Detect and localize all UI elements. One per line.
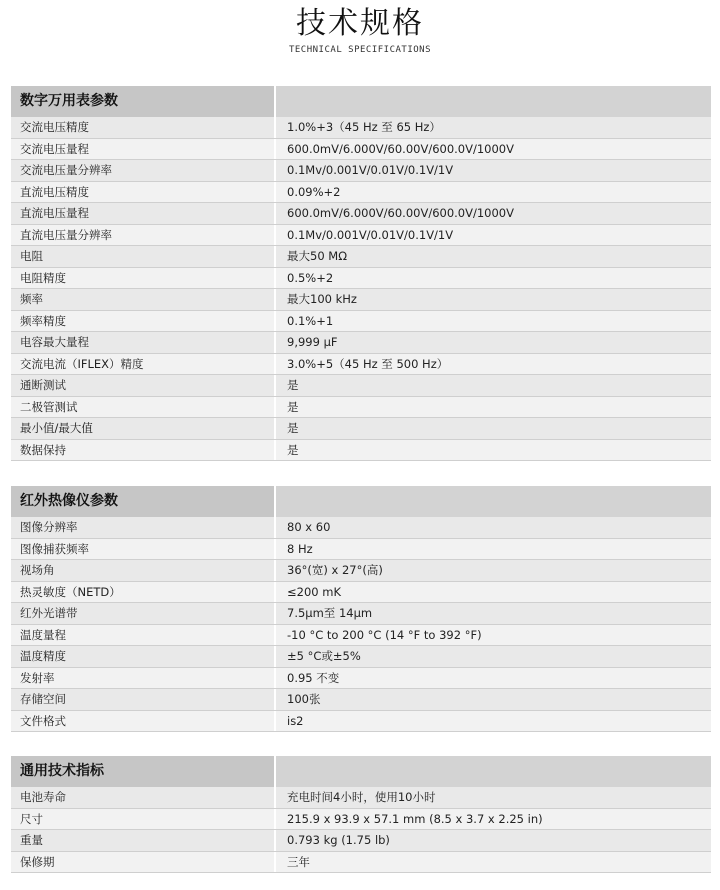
spec-value: -10 °C to 200 °C (14 °F to 392 °F) xyxy=(287,627,482,642)
spec-label: 数据保持 xyxy=(20,442,66,457)
spec-value: 0.1Mv/0.001V/0.01V/0.1V/1V xyxy=(287,227,454,242)
section-title: 数字万用表参数 xyxy=(11,86,274,117)
page-header xyxy=(0,0,720,86)
spec-rows xyxy=(11,787,711,873)
spec-value: 100张 xyxy=(287,692,321,706)
spec-label: 电阻 xyxy=(20,249,43,263)
spec-value: 80 x 60 xyxy=(287,520,331,534)
section-title: 红外热像仪参数 xyxy=(11,486,274,517)
spec-label: 红外光谱带 xyxy=(20,606,78,620)
spec-label: 交流电压精度 xyxy=(20,120,89,134)
table-row xyxy=(11,160,711,182)
spec-label: 重量 xyxy=(20,833,43,847)
section-general xyxy=(11,756,711,873)
section-header xyxy=(11,486,711,517)
spec-value: 是 xyxy=(287,399,299,414)
table-row xyxy=(11,311,711,333)
spec-label: 通断测试 xyxy=(20,378,66,392)
spec-value: 600.0mV/6.000V/60.00V/600.0V/1000V xyxy=(287,206,514,220)
spec-label: 温度量程 xyxy=(20,627,66,642)
table-row xyxy=(11,539,711,561)
table-row xyxy=(11,668,711,690)
spec-value: ±5 °C或±5% xyxy=(287,649,361,663)
page-title: 技术规格 xyxy=(296,6,424,41)
table-row xyxy=(11,603,711,625)
table-row xyxy=(11,203,711,225)
spec-label: 二极管测试 xyxy=(20,399,78,414)
table-row xyxy=(11,246,711,268)
spec-value: 三年 xyxy=(287,854,310,869)
spec-label: 存储空间 xyxy=(20,692,66,706)
table-row xyxy=(11,440,711,462)
spec-value: 1.0%+3（45 Hz 至 65 Hz） xyxy=(287,120,441,134)
table-row xyxy=(11,289,711,311)
table-row xyxy=(11,139,711,161)
spec-value: 215.9 x 93.9 x 57.1 mm (8.5 x 3.7 x 2.25 in) xyxy=(287,811,543,826)
table-row xyxy=(11,117,711,139)
spec-value: 36°(宽) x 27°(高) xyxy=(287,563,383,577)
table-row xyxy=(11,625,711,647)
spec-value: 最大50 MΩ xyxy=(287,249,347,263)
table-row xyxy=(11,375,711,397)
spec-value: 9,999 μF xyxy=(287,335,338,349)
spec-value: 充电时间4小时，使用10小时 xyxy=(287,790,436,804)
table-row xyxy=(11,852,711,874)
table-row xyxy=(11,689,711,711)
table-row xyxy=(11,646,711,668)
spec-label: 频率 xyxy=(20,292,43,306)
spec-value: 是 xyxy=(287,421,299,435)
spec-label: 频率精度 xyxy=(20,313,66,328)
section-title: 通用技术指标 xyxy=(11,756,274,787)
spec-label: 直流电压量分辨率 xyxy=(20,227,112,242)
spec-label: 文件格式 xyxy=(20,713,66,728)
spec-label: 保修期 xyxy=(20,854,55,869)
spec-value: 8 Hz xyxy=(287,541,313,556)
spec-label: 直流电压精度 xyxy=(20,184,89,199)
spec-value: 0.1%+1 xyxy=(287,313,334,328)
section-header xyxy=(11,756,711,787)
spec-label: 电阻精度 xyxy=(20,270,66,285)
section-dmm xyxy=(11,86,711,461)
table-row xyxy=(11,182,711,204)
spec-value: 最大100 kHz xyxy=(287,292,357,306)
spec-label: 尺寸 xyxy=(20,811,43,826)
spec-value: ≤200 mK xyxy=(287,584,341,599)
table-row xyxy=(11,582,711,604)
table-row xyxy=(11,560,711,582)
table-row xyxy=(11,830,711,852)
spec-label: 电容最大量程 xyxy=(20,335,89,349)
table-row xyxy=(11,418,711,440)
spec-label: 直流电压量程 xyxy=(20,206,89,220)
spec-value: is2 xyxy=(287,713,304,728)
spec-value: 0.1Mv/0.001V/0.01V/0.1V/1V xyxy=(287,163,454,177)
table-row xyxy=(11,397,711,419)
section-header xyxy=(11,86,711,117)
table-row xyxy=(11,332,711,354)
table-row xyxy=(11,517,711,539)
spec-label: 电池寿命 xyxy=(20,790,66,804)
spec-value: 7.5μm至 14μm xyxy=(287,606,373,620)
spec-value: 是 xyxy=(287,442,299,457)
spec-label: 最小值/最大值 xyxy=(20,421,93,435)
spec-label: 图像分辨率 xyxy=(20,520,78,534)
table-row xyxy=(11,225,711,247)
spec-label: 交流电压量分辨率 xyxy=(20,163,112,177)
spec-value: 是 xyxy=(287,378,299,392)
spec-value: 3.0%+5（45 Hz 至 500 Hz） xyxy=(287,356,449,371)
section-thermal xyxy=(11,486,711,732)
table-row xyxy=(11,787,711,809)
spec-value: 0.09%+2 xyxy=(287,184,341,199)
spec-label: 交流电流（IFLEX）精度 xyxy=(20,356,144,371)
spec-label: 视场角 xyxy=(20,563,55,577)
table-row xyxy=(11,809,711,831)
table-row xyxy=(11,268,711,290)
spec-label: 交流电压量程 xyxy=(20,141,89,156)
spec-value: 600.0mV/6.000V/60.00V/600.0V/1000V xyxy=(287,141,514,156)
spec-label: 热灵敏度（NETD） xyxy=(20,584,121,599)
spec-rows xyxy=(11,117,711,461)
spec-rows xyxy=(11,517,711,732)
table-row xyxy=(11,711,711,733)
spec-label: 温度精度 xyxy=(20,649,66,663)
table-row xyxy=(11,354,711,376)
spec-value: 0.95 不变 xyxy=(287,670,340,685)
spec-label: 发射率 xyxy=(20,670,55,685)
spec-value: 0.793 kg (1.75 lb) xyxy=(287,833,390,847)
spec-value: 0.5%+2 xyxy=(287,270,334,285)
page-subtitle: TECHNICAL SPECIFICATIONS xyxy=(288,45,432,55)
spec-label: 图像捕获频率 xyxy=(20,541,89,556)
